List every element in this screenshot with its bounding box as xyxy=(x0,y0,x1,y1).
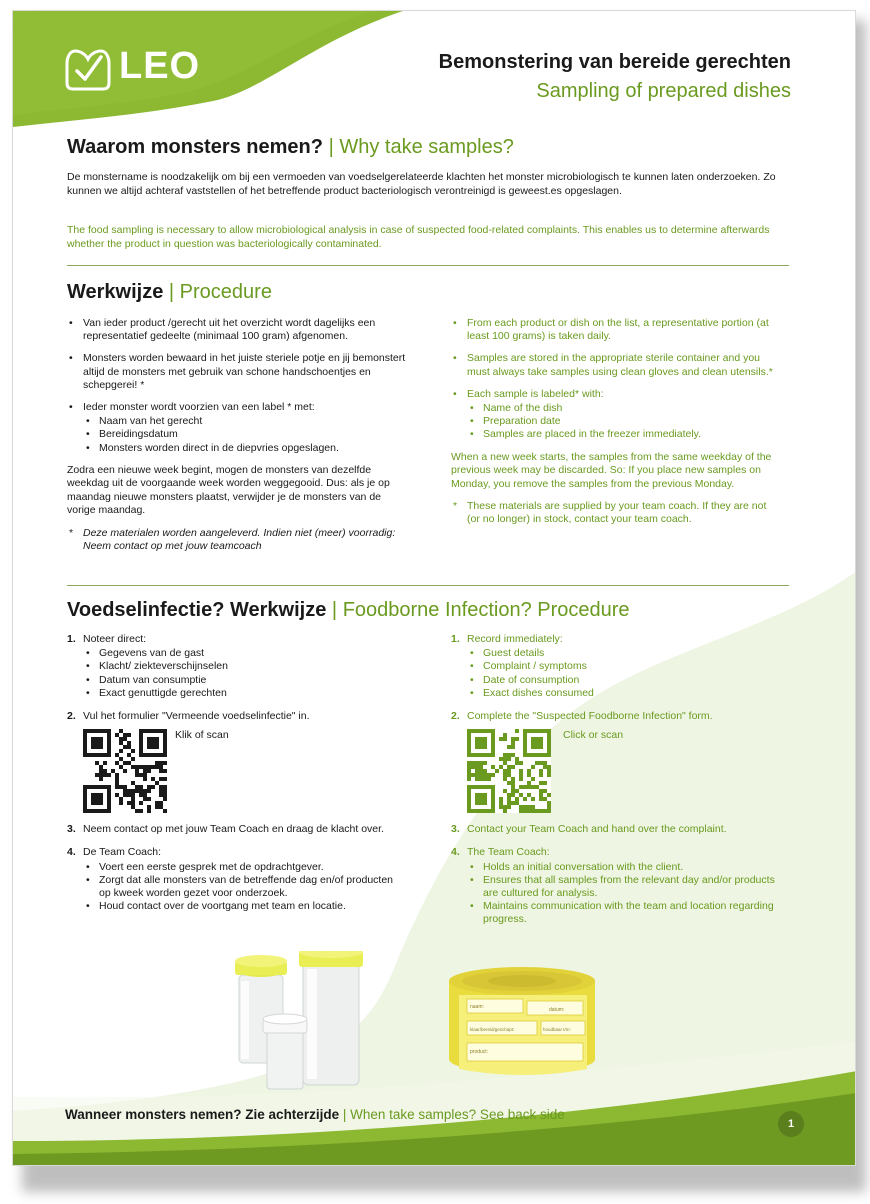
infection-step: 1. Record immediately: • Guest details • Complaint / symptoms • Date of consumption • Exact dishes consumed xyxy=(451,633,781,700)
procedure-bullet: • Each sample is labeled* with: • Name of the dish • Preparation date • Samples are placed in the freezer immediately. xyxy=(451,388,781,442)
procedure-note-en: * These materials are supplied by your team coach. If they are not (or no longer) in stock, contact your team coach. xyxy=(453,500,767,526)
footer-separator: | xyxy=(342,1107,347,1122)
heading-separator: | xyxy=(168,281,175,303)
infection-column-en xyxy=(451,633,781,937)
section-procedure-title-nl: Werkwijze xyxy=(67,281,164,303)
procedure-sub-bullet: • Samples are placed in the freezer immediately. xyxy=(467,428,781,441)
infection-column-nl xyxy=(67,633,407,923)
label-field-name: naam: xyxy=(470,1004,484,1010)
procedure-bullet: • Monsters worden bewaard in het juiste steriele potje en jij bemonstert altijd de monsters met gebruik van schone handschoentjes en schepgerei! * xyxy=(67,352,407,392)
infection-sub-bullet: • Voert een eerste gesprek met de opdrachtgever. xyxy=(83,861,407,874)
sample-containers-image xyxy=(221,951,381,1101)
infection-sub-bullet: • Ensures that all samples from the relevant day and/or products are cultured for analysis. xyxy=(467,874,781,900)
section-why-heading xyxy=(67,136,514,159)
infection-sub-bullet: • Exact genuttigde gerechten xyxy=(83,687,407,700)
procedure-bullet: • Ieder monster wordt voorzien van een label * met: • Naam van het gerecht • Bereidingsdatum • Monsters worden direct in de diepvries opgeslagen. xyxy=(67,401,407,455)
section-infection-heading xyxy=(67,599,630,622)
logo-text: LEO xyxy=(119,44,201,87)
infection-step: 2. Vul het formulier "Vermeende voedselinfectie" in. Klik of scan xyxy=(67,710,407,813)
section-procedure-heading xyxy=(67,281,272,304)
footer-text-en: When take samples? See back side xyxy=(350,1107,565,1122)
procedure-bullet: • Samples are stored in the appropriate sterile container and you must always take samples using clean gloves and clean utensils.* xyxy=(451,352,781,378)
infection-sub-bullet: • Holds an initial conversation with the client. xyxy=(467,861,781,874)
infection-sub-bullet: • Datum van consumptie xyxy=(83,674,407,687)
qr-code[interactable] xyxy=(83,729,167,813)
heading-separator: | xyxy=(331,599,338,621)
section-why-title-en: Why take samples? xyxy=(339,136,514,158)
procedure-sub-bullet: • Preparation date xyxy=(467,415,781,428)
infection-sub-bullet: • Klacht/ ziekteverschijnselen xyxy=(83,660,407,673)
why-body-en: The food sampling is necessary to allow microbiological analysis in case of suspected food-related complaints. This enables us to determine afterwards whether the product in question was bacteriologically contaminated. xyxy=(67,224,770,250)
procedure-paragraph-nl: Zodra een nieuwe week begint, mogen de monsters van dezelfde weekdag uit de voorgaande week worden weggegooid. Dus: als je op maandag nieuwe monsters plaatst, verwijder je de monsters van de vorige maandag. xyxy=(67,463,390,517)
qr-label: Click or scan xyxy=(563,729,624,742)
label-roll-image xyxy=(445,959,605,1087)
infection-sub-bullet: • Houd contact over de voortgang met team en locatie. xyxy=(83,900,407,913)
section-why-title-nl: Waarom monsters nemen? xyxy=(67,136,323,158)
infection-sub-bullet: • Gegevens van de gast xyxy=(83,647,407,660)
section-procedure-title-en: Procedure xyxy=(179,281,272,303)
section-divider xyxy=(67,585,789,586)
infection-sub-bullet: • Maintains communication with the team and location regarding progress. xyxy=(467,900,781,926)
document-title: Bemonstering van bereide gerechten xyxy=(438,51,791,73)
infection-step: 1. Noteer direct: • Gegevens van de gast • Klacht/ ziekteverschijnselen • Datum van consumptie • Exact genuttigde gerechten xyxy=(67,633,407,700)
qr-code[interactable] xyxy=(467,729,551,813)
infection-sub-bullet: • Complaint / symptoms xyxy=(467,660,781,673)
infection-step: 2. Complete the "Suspected Foodborne Infection" form. Click or scan xyxy=(451,710,781,813)
leo-logo xyxy=(65,41,200,91)
infection-step: 3. Contact your Team Coach and hand over the complaint. xyxy=(451,823,727,836)
infection-sub-bullet: • Guest details xyxy=(467,647,781,660)
procedure-sub-bullet: • Monsters worden direct in de diepvries opgeslagen. xyxy=(83,442,407,455)
label-field-best-before: houdbaar t/m: xyxy=(543,1027,571,1032)
procedure-column-nl xyxy=(67,317,407,553)
why-body-nl: De monstername is noodzakelijk om bij een vermoeden van voedselgerelateerde klachten het monster microbiologisch te kunnen laten onderzoeken. Zo kunnen we altijd achteraf vaststellen of het betreffende product bacteriologisch verontreinigd is geweest.es opgeslagen. xyxy=(67,171,776,197)
flyer-page xyxy=(12,10,856,1166)
heart-check-icon xyxy=(65,41,111,91)
infection-sub-bullet: • Date of consumption xyxy=(467,674,781,687)
procedure-note-nl: * Deze materialen worden aangeleverd. Indien niet (meer) voorradig: Neem contact op met jouw teamcoach xyxy=(69,526,396,553)
label-field-prepared: klaar/bereid/geschapt: xyxy=(470,1027,515,1032)
procedure-bullet: • From each product or dish on the list, a representative portion (at least 100 grams) is taken daily. xyxy=(451,317,781,343)
heading-separator: | xyxy=(328,136,334,158)
page-number-badge: 1 xyxy=(778,1111,804,1137)
infection-sub-bullet: • Zorgt dat alle monsters van de betreffende dag en/of producten op kweek worden gezet voor onderzoek. xyxy=(83,874,407,900)
infection-step: 4. The Team Coach: • Holds an initial conversation with the client. • Ensures that all samples from the relevant day and/or products are cultured for analysis. • Maintains communication with the team and location regarding progress. xyxy=(451,846,781,926)
procedure-sub-bullet: • Bereidingsdatum xyxy=(83,428,407,441)
procedure-sub-bullet: • Name of the dish xyxy=(467,402,781,415)
label-field-date: datum: xyxy=(549,1007,565,1013)
infection-step: 3. Neem contact op met jouw Team Coach en draag de klacht over. xyxy=(67,823,384,836)
section-infection-title-en: Foodborne Infection? Procedure xyxy=(342,599,630,621)
procedure-sub-bullet: • Naam van het gerecht xyxy=(83,415,407,428)
qr-label: Klik of scan xyxy=(175,729,229,742)
infection-step: 4. De Team Coach: • Voert een eerste gesprek met de opdrachtgever. • Zorgt dat alle monsters van de betreffende dag en/of producten op kweek worden gezet voor onderzoek. • Houd contact over de voortgang met team en locatie. xyxy=(67,846,407,913)
procedure-column-en xyxy=(451,317,781,527)
section-divider xyxy=(67,265,789,266)
procedure-bullet: • Van ieder product /gerecht uit het overzicht wordt dagelijks een representatief gedeelte (minimaal 100 gram) afgenomen. xyxy=(67,317,407,343)
footer-note xyxy=(65,1107,565,1122)
document-subtitle: Sampling of prepared dishes xyxy=(536,80,791,102)
footer-text-nl: Wanneer monsters nemen? Zie achterzijde xyxy=(65,1107,340,1122)
procedure-paragraph-en: When a new week starts, the samples from the same weekday of the previous week may be discarded. So: If you place new samples on Monday, you remove the samples from the previous Monday. xyxy=(451,450,772,490)
label-field-product: product: xyxy=(470,1049,489,1055)
infection-sub-bullet: • Exact dishes consumed xyxy=(467,687,781,700)
section-infection-title-nl: Voedselinfectie? Werkwijze xyxy=(67,599,327,621)
